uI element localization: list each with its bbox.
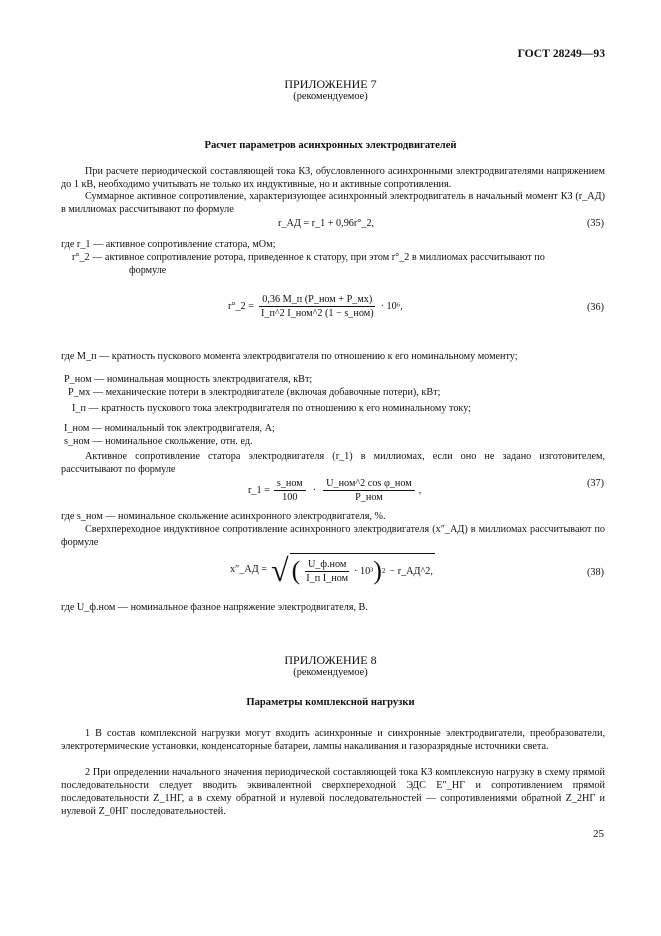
eq36-factor: · 10⁶, — [380, 301, 403, 312]
appendix7-para4: Сверхпереходное индуктивное сопротивление асинхронного электродвигателя (x″_АД) в миллиомах рассчитывают по формуле — [61, 524, 605, 548]
eq37-tail: , — [418, 485, 422, 496]
eq38-inner-num: U_ф.ном — [305, 559, 349, 572]
appendix8-note: (рекомендуемое) — [293, 667, 368, 678]
appendix8-para2: 2 При определении начального значения периодической составляющей тока КЗ комплексную нагрузку в схему прямой последовательности следует вводить эквивалентной сверхпереходной ЭДС E″_НГ и сопротивлением прямой последовательности Z_1НГ, а в схему обратной и нулевой последовательностей — сопротивлениями обратной Z_2НГ и нулевой Z_0НГ последовательностей. — [61, 767, 605, 817]
equation-36-number: (36) — [587, 302, 604, 313]
appendix8-title: Параметры комплексной нагрузки — [246, 697, 415, 708]
equation-35-number: (35) — [587, 218, 604, 229]
appendix8-para1: 1 В состав комплексной нагрузки могут входить асинхронные и синхронные электродвигатели, преобразователи, электротермические установки, конденсаторные батареи, лампы накаливания и газоразрядные источники света. — [61, 728, 605, 752]
eq37-frac1-num: s_ном — [274, 478, 306, 491]
appendix7-para2: Суммарное активное сопротивление, характеризующее асинхронный электродвигатель в начальный момент КЗ (r_АД) в миллиомах рассчитывают по формуле — [61, 191, 605, 215]
eq36-numerator: 0,36 M_п (P_ном + P_мх) — [259, 294, 375, 307]
equation-38: x″_АД = √ ( $\frac{\text{U\_ф.ном}}{\text{I\_п I\_ном}}$ · 10³ ) 2 − r_АД^2, — [230, 551, 433, 588]
def-pmh: P_мх — механические потери в электродвигателе (включая добавочные потери), кВт; — [68, 387, 441, 398]
where-r2: r°_2 — активное сопротивление ротора, приведенное к статору, при этом r°_2 в миллиомах рассчитывают по — [72, 252, 545, 263]
eq37-frac1-den: 100 — [282, 492, 298, 503]
document-code: ГОСТ 28249—93 — [517, 47, 605, 60]
equation-36 — [228, 294, 403, 319]
eq36-lhs: r°_2 = — [228, 301, 254, 312]
appendix7-para1: При расчете периодической составляющей тока КЗ, обусловленного асинхронными электродвигателями напряжением до 1 кВ, необходимо учитывать не только их индуктивные, но и активные сопротивления. — [61, 166, 605, 190]
eq38-inner-factor: · 10³ — [354, 565, 374, 577]
eq38-tail: − r_АД^2, — [389, 565, 433, 577]
def-snom: s_ном — номинальное скольжение, отн. ед. — [64, 436, 253, 447]
eq37-frac2-den: P_ном — [355, 492, 383, 503]
eq36-denominator: I_п^2 I_ном^2 (1 − s_ном) — [260, 308, 374, 319]
where-r1: где r_1 — активное сопротивление статора, мОм; — [61, 239, 276, 250]
appendix7-title: Расчет параметров асинхронных электродвигателей — [204, 140, 457, 151]
page-number: 25 — [593, 828, 604, 840]
equation-37: r_1 = $\frac{\text{s\_ном}}{100}$ · $\frac{\text{U\_ном\textasciicircum{}2 cos φ\_ном}}{\text{P\_ном}}$ , — [248, 478, 422, 503]
appendix7-heading: ПРИЛОЖЕНИЕ 7 — [284, 77, 377, 91]
appendix8-heading: ПРИЛОЖЕНИЕ 8 — [284, 653, 377, 667]
def-mp: где M_п — кратность пускового момента электродвигателя по отношению к его номинальному моменту; — [61, 351, 518, 362]
where-uf: где U_ф.ном — номинальное фазное напряжение электродвигателя, В. — [61, 602, 368, 613]
equation-35: r_АД = r_1 + 0,96r°_2, — [278, 218, 375, 229]
where-r2-cont: формуле — [129, 265, 167, 276]
eq37-lhs: r_1 = — [248, 485, 270, 496]
def-pnom: P_ном — номинальная мощность электродвигателя, кВт; — [64, 374, 313, 385]
where-snom: где s_ном — номинальное скольжение асинхронного электродвигателя, %. — [61, 511, 386, 522]
sqrt-sign: √ — [271, 551, 289, 588]
appendix7-note: (рекомендуемое) — [293, 91, 368, 102]
appendix7-para3: Активное сопротивление статора электродвигателя (r_1) в миллиомах, если оно не задано изготовителем, рассчитывают по формуле — [61, 451, 605, 475]
equation-38-number: (38) — [587, 567, 604, 578]
def-inom: I_ном — номинальный ток электродвигателя, А; — [64, 423, 275, 434]
eq37-frac2-num: U_ном^2 cos φ_ном — [323, 478, 415, 491]
eq38-lhs: x″_АД = — [230, 564, 268, 575]
def-ip: I_п — кратность пускового тока электродвигателя по отношению к его номинальному току; — [72, 403, 472, 414]
eq38-inner-den: I_п I_ном — [306, 572, 349, 584]
equation-37-number: (37) — [587, 478, 604, 489]
